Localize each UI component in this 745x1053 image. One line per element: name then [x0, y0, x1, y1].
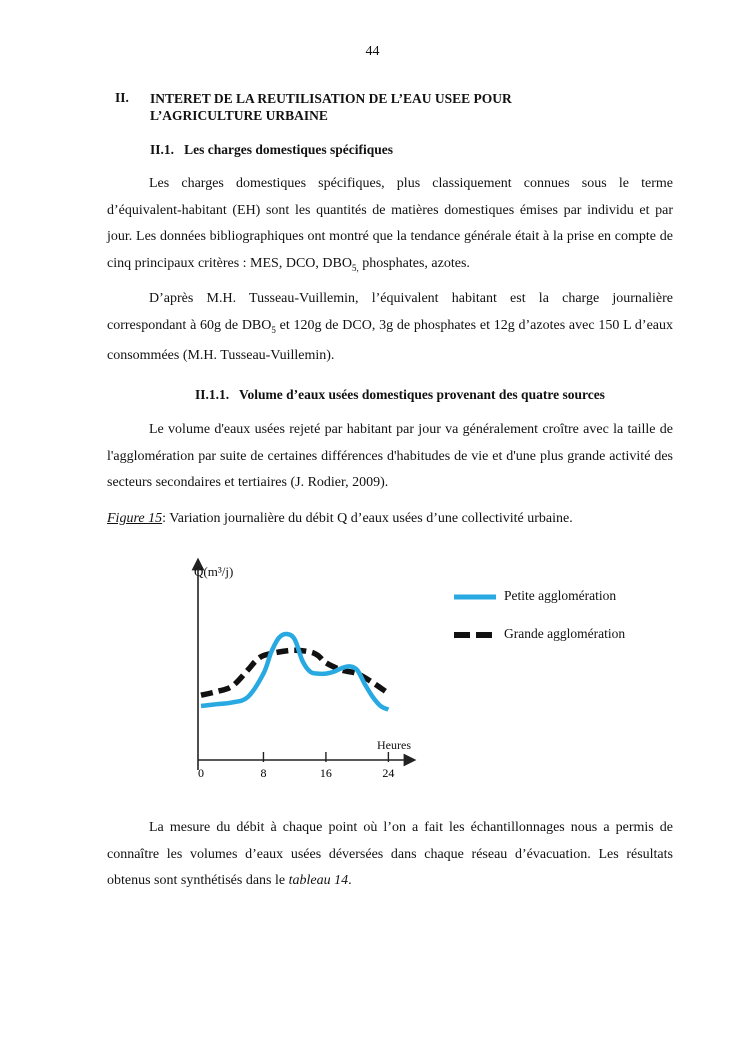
paragraph4-text-b: .: [348, 873, 352, 888]
paragraph2-text-a: D’après M.H. Tusseau-Vuillemin, l’équivalent habitant est la charge journalière correspondant à 60g de DBO: [107, 291, 673, 333]
paragraph4-text-a: La mesure du débit à chaque point où l’on a fait les échantillonnages nous a permis de connaître les volumes d’eaux usées déversées dans chaque réseau d’évacuation. Les résultats obtenus sont synthétisés dans le: [107, 820, 673, 888]
x-tick-label: 0: [198, 766, 204, 780]
subsubsection-number: II.1.1.: [195, 387, 230, 402]
section-title: [150, 90, 620, 124]
paragraph1-text-a: Les charges domestiques spécifiques, plus classiquement connues sous le terme d’équivalent-habitant (EH) sont les quantités de matières domestiques émises par individu et par jour. Les données bibliographiques ont montré que la tendance générale était à la prise en compte de cinq principaux critères : MES, DCO, DBO: [107, 176, 673, 271]
x-tick-label: 8: [260, 766, 267, 780]
paragraph1-sub: 5,: [351, 262, 359, 273]
legend-label-grande: Grande agglomération: [504, 626, 626, 641]
subsection-number: II.1.: [150, 142, 175, 157]
subsection-heading: [150, 142, 393, 158]
flow-chart: [160, 550, 430, 785]
page-number: 44: [365, 44, 380, 59]
legend-swatch-petite: [452, 592, 500, 602]
paragraph-charges: [107, 171, 673, 281]
section-number: II.: [115, 90, 129, 105]
paragraph2-text-b: et 120g de DCO, 3g de phosphates et 12g d’azotes avec 150 L d’eaux consommées (M.H. Tusseau-Vuillemin).: [107, 317, 674, 363]
paragraph-volume: [107, 417, 673, 497]
table-reference: tableau 14: [288, 873, 349, 888]
paragraph2-sub: 5: [271, 324, 276, 335]
subsubsection-title: Volume d’eaux usées domestiques provenant des quatre sources: [239, 387, 605, 402]
figure-caption: [107, 511, 573, 527]
subsubsection-heading: [195, 387, 605, 403]
figure-label: Figure 15: [107, 511, 163, 526]
y-axis-label: Q(m³/j): [194, 564, 234, 579]
figure-caption-text: : Variation journalière du débit Q d’eaux usées d’une collectivité urbaine.: [162, 511, 573, 526]
x-tick-label: 24: [382, 766, 395, 780]
legend-swatch-grande: [452, 630, 500, 640]
subsection-title: Les charges domestiques spécifiques: [184, 142, 394, 157]
x-axis-label: Heures: [377, 738, 411, 752]
x-tick-label: 16: [319, 766, 332, 780]
series-line-petite: [201, 634, 388, 710]
paragraph-mesure: [107, 815, 673, 895]
paragraph1-text-b: phosphates, azotes.: [358, 255, 470, 271]
section-title-line1: INTERET DE LA REUTILISATION DE L’EAU USEE POUR: [150, 91, 512, 106]
section-title-line2: L’AGRICULTURE URBAINE: [150, 108, 328, 123]
paragraph3-text: Le volume d'eaux usées rejeté par habitant par jour va généralement croître avec la taille de l'agglomération par suite de certaines différences d'habitudes de vie et d'une plus grande activité des secteurs secondaires et tertiaires (J. Rodier, 2009).: [107, 422, 673, 490]
paragraph-equivalent: [107, 286, 673, 369]
legend-label-petite: Petite agglomération: [504, 588, 617, 603]
